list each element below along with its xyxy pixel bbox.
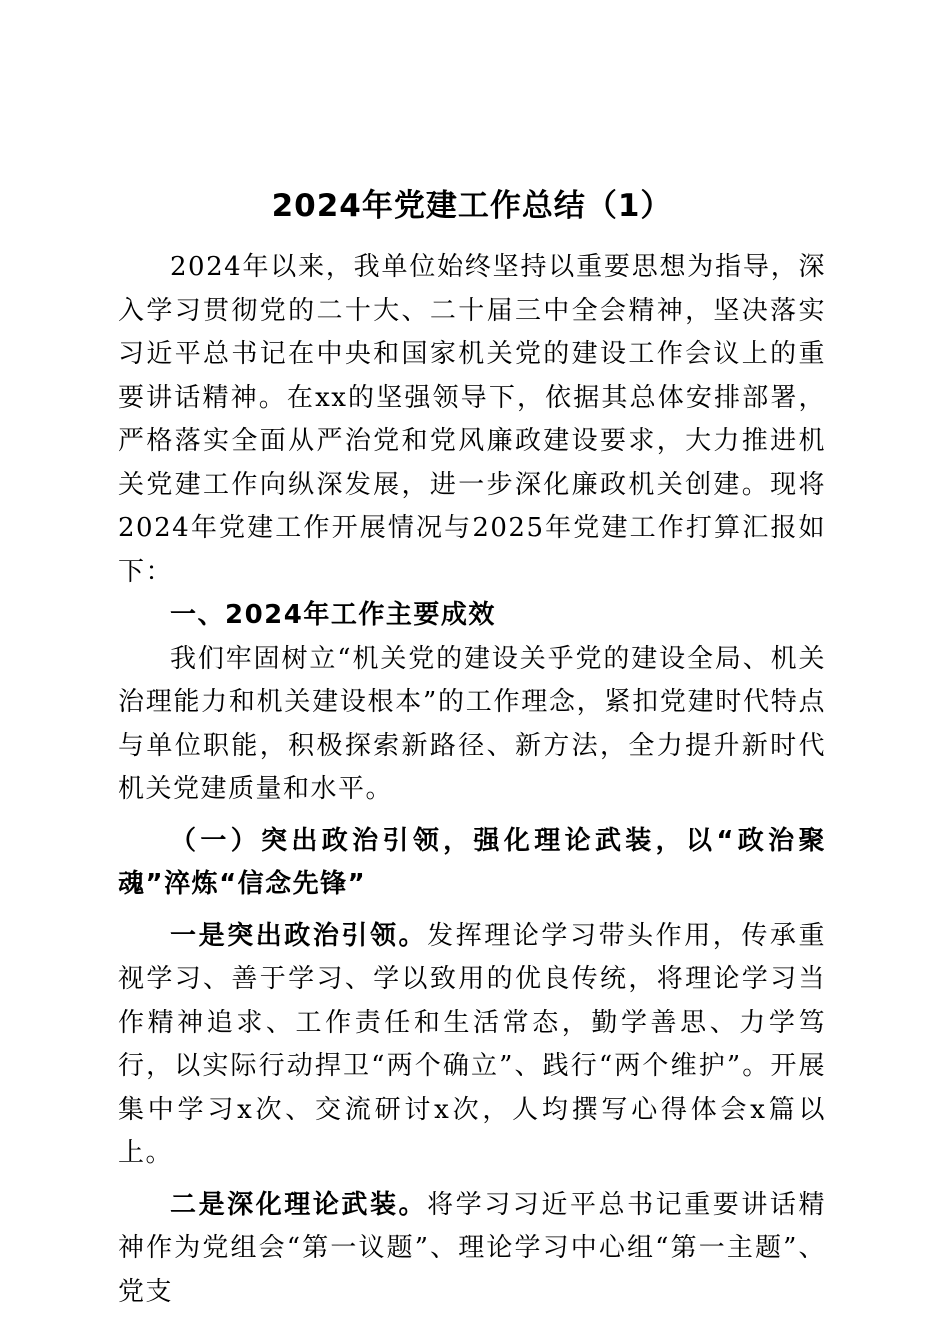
section-paragraph: 我们牢固树立“机关党的建设关乎党的建设全局、机关治理能力和机关建设根本”的工作理念，紧扣党建时代特点与单位职能，积极探索新路径、新方法，全力提升新时代机关党建质量和水平。 bbox=[118, 643, 826, 804]
point-text: 将学习习近平总书记重要讲话精神作为党组会“第一议题”、理论学习中心组“第一主题”、党支 bbox=[118, 1189, 826, 1307]
point-paragraph bbox=[118, 1184, 826, 1315]
intro-paragraph: 2024年以来，我单位始终坚持以重要思想为指导，深入学习贯彻党的二十大、二十届三中全会精神，坚决落实习近平总书记在中央和国家机关党的建设工作会议上的重要讲话精神。在xx的坚强领导下，依据其总体安排部署，严格落实全面从严治党和党风廉政建设要求，大力推进机关党建工作向纵深发展，进一步深化廉政机关创建。现将2024年党建工作开展情况与2025年党建工作打算汇报如下： bbox=[118, 252, 826, 587]
point-paragraph bbox=[118, 915, 826, 1176]
document-title: 2024年党建工作总结（1） bbox=[271, 188, 673, 224]
document-body bbox=[118, 180, 826, 1314]
point-lead: 二是深化理论武装。 bbox=[170, 1189, 428, 1220]
point-lead: 一是突出政治引领。 bbox=[170, 920, 428, 951]
subsection-heading: （一）突出政治引领，强化理论武装，以“政治聚魂”淬炼“信念先锋” bbox=[118, 825, 826, 899]
point-text: 发挥理论学习带头作用，传承重视学习、善于学习、学以致用的优良传统，将理论学习当作精神追求、工作责任和生活常态，勤学善思、力学笃行，以实际行动捍卫“两个确立”、践行“两个维护”。开展集中学习x次、交流研讨x次，人均撰写心得体会x篇以上。 bbox=[118, 920, 826, 1168]
section-heading: 一、2024年工作主要成效 bbox=[170, 600, 496, 630]
